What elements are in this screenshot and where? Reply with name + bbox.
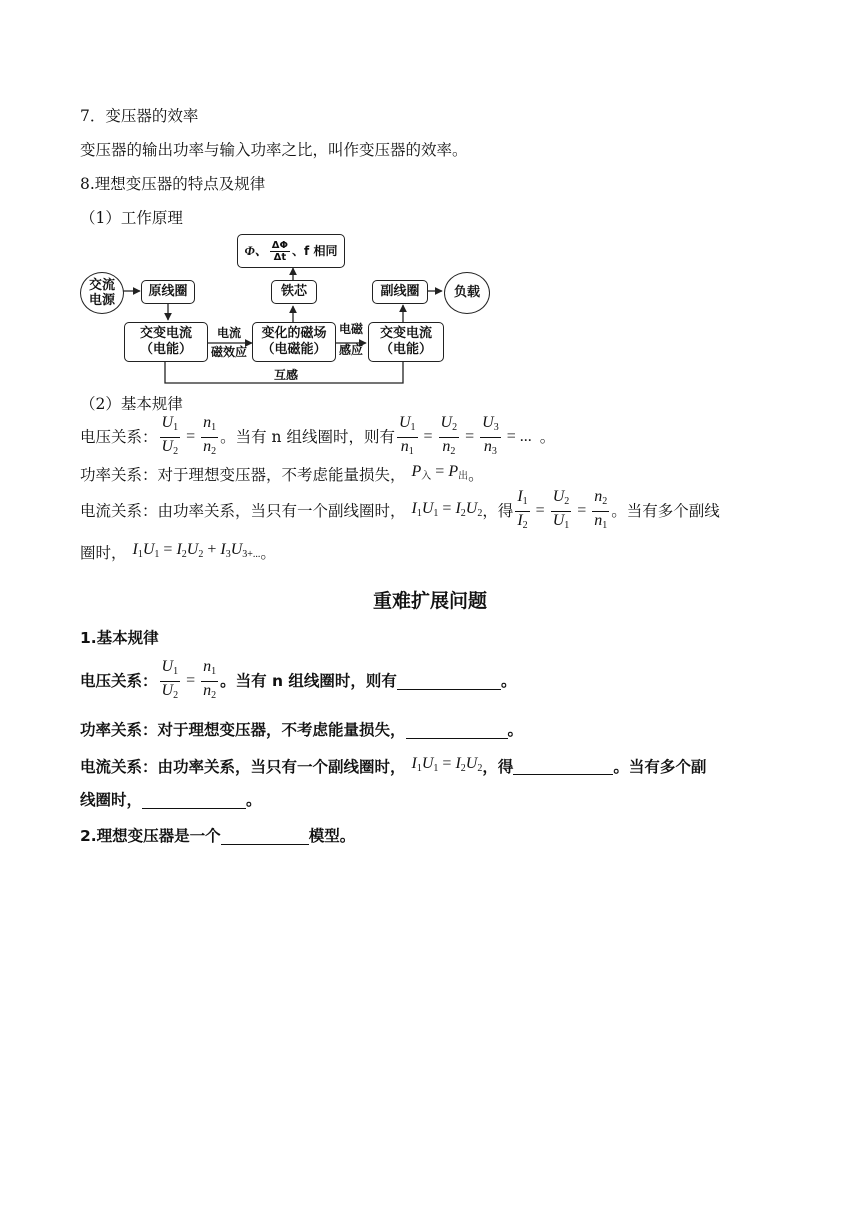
question-power: 功率关系：对于理想变压器，不考虑能量损失， 。: [80, 721, 524, 739]
question-voltage: 电压关系： $\frac{U_1}{U_2}$ = $\frac{n_1}{n_2}$ 。当有 n 组线圈时，则有 。: [80, 658, 516, 704]
primary-coil: 原线圈: [141, 280, 195, 304]
current-formula-1: $I_1U_1 = I_2U_2$: [411, 499, 483, 519]
current-formula-2: $\frac{I_1}{I_2}$ = $\frac{U_2}{U_1}$ = $\frac{n_2}{n_1}$: [517, 487, 608, 531]
top-fraction: $\frac{\Delta\Phi}{\Delta t}$: [271, 239, 289, 263]
ac-source: 交流 电源: [80, 272, 124, 314]
ac-output-box: 交变电流 （电能）: [368, 322, 444, 362]
iron-core: 铁芯: [271, 280, 317, 304]
power-formula: $P_入 = P_出$: [411, 463, 469, 482]
section-heading: 重难扩展问题: [372, 590, 487, 612]
current-formula-multi: $I_1U_1 = I_2U_2 + I_3U_{3+...}$: [132, 541, 261, 560]
section-8-title: 8.理想变压器的特点及规律: [80, 175, 266, 193]
current-relation-line2: 圈时， $I_1U_1 = I_2U_2 + I_3U_{3+...}$ 。: [80, 540, 276, 565]
voltage-multi-formula: $\frac{U_1}{n_1}$ = $\frac{U_2}{n_2}$ = $\frac{U_3}{n_3}$ = ...: [398, 413, 532, 457]
transformer-diagram: [80, 228, 480, 388]
question-current: 电流关系：由功率关系，当只有一个副线圈时， $I_1U_1 = I_2U_2$ ，得 。当有多个副: [80, 754, 706, 779]
question-current-line2: 线圈时， 。: [80, 791, 262, 809]
section-7-title: 7．变压器的效率: [80, 107, 199, 125]
secondary-coil: 副线圈: [372, 280, 428, 304]
top-rest: 、f 相同: [292, 244, 338, 258]
top-box: [237, 234, 345, 268]
ac-input-box: 交变电流 （电能）: [124, 322, 208, 362]
power-relation: 功率关系：对于理想变压器，不考虑能量损失， $P_入 = P_出$ 。: [80, 462, 484, 487]
current-relation: 电流关系：由功率关系，当只有一个副线圈时， $I_1U_1 = I_2U_2$ ，得 $\frac{I_1}{I_2}$ = $\frac{U_2}{U_1}$ = $\frac{n_2}{n_1}$ 。当有多个副线: [80, 488, 720, 534]
blank-power[interactable]: [406, 722, 508, 739]
blank-current-ratio[interactable]: [513, 758, 613, 775]
label-induction: 电磁 感应: [338, 322, 363, 357]
question-2: 2.理想变压器是一个 模型。: [80, 827, 356, 845]
question-voltage-formula: $\frac{U_1}{U_2}$ = $\frac{n_1}{n_2}$: [161, 657, 217, 701]
subsection-basic-laws: （2）基本规律: [80, 395, 183, 413]
label-magnetic-effect: 电流 磁效应: [210, 326, 247, 359]
blank-current-multi[interactable]: [142, 792, 246, 809]
top-phi: Φ、: [244, 243, 268, 258]
voltage-relation: 电压关系： $\frac{U_1}{U_2}$ = $\frac{n_1}{n_2}$ 。当有 n 组线圈时，则有 $\frac{U_1}{n_1}$ = $\frac{U_2}{n_2}$ = $\frac{U_3}{n_3}$ = ... 。: [80, 414, 555, 460]
blank-voltage[interactable]: [397, 673, 501, 690]
section-7-body: 变压器的输出功率与输入功率之比，叫作变压器的效率。: [80, 141, 468, 159]
subsection-working-principle: （1）工作原理: [80, 209, 183, 227]
changing-field-box: 变化的磁场 （电磁能）: [252, 322, 336, 362]
load: 负载: [444, 272, 490, 314]
label-mutual-induction: 互感: [273, 368, 298, 382]
blank-model[interactable]: [221, 828, 309, 845]
question-current-formula: $I_1U_1 = I_2U_2$: [411, 755, 483, 774]
voltage-formula: $\frac{U_1}{U_2}$ = $\frac{n_1}{n_2}$: [161, 413, 217, 457]
question-1-title: 1.基本规律: [80, 629, 159, 647]
